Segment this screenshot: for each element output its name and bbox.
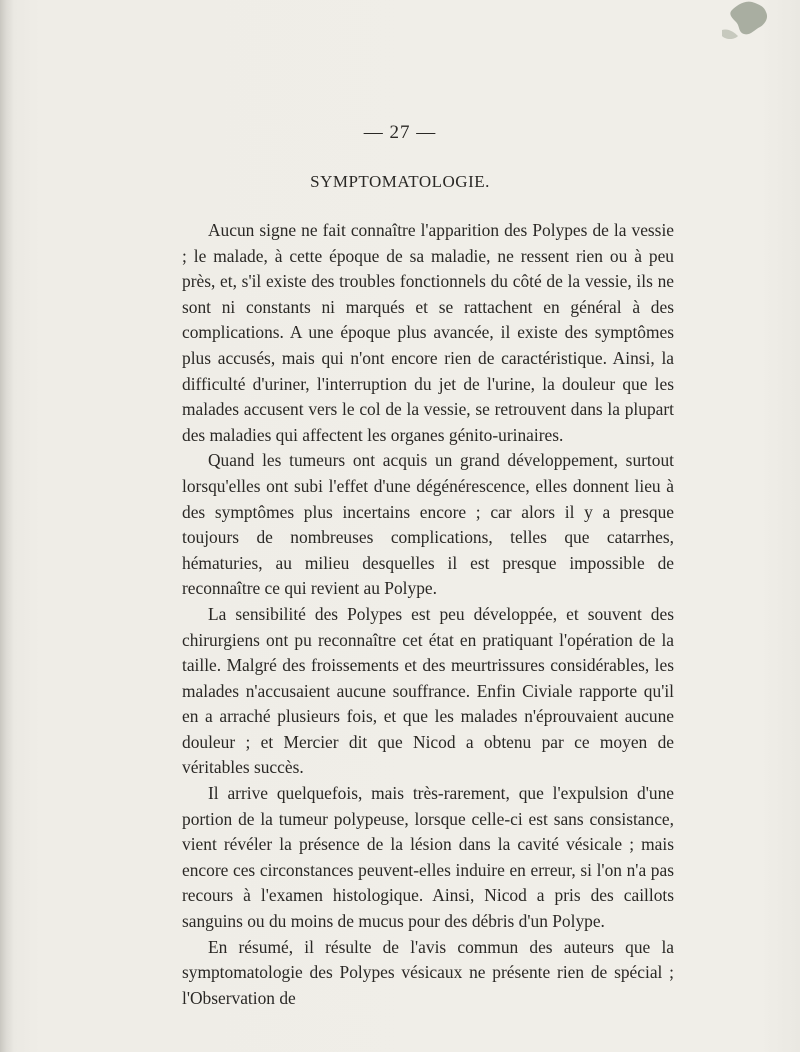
paragraph: Il arrive quelquefois, mais très-rarement, que l'expulsion d'une portion de la tumeur polypeuse, lorsque celle-ci est sans consistance, vient révéler la présence de la lésion dans la cavité vésicale ; mais encore ces circonstances peuvent-elles induire en erreur, si l'on n'a pas recours à l'examen histologique. Ainsi, Nicod a pris des caillots sanguins ou du moins de mucus pour des débris d'un Polype. [182, 783, 674, 932]
paragraph: Aucun signe ne fait connaître l'apparition des Polypes de la vessie ; le malade, à cette époque de sa maladie, ne ressent rien ou à peu près, et, s'il existe des troubles fonctionnels du côté de la vessie, ils ne sont ni constants ni marqués et se rattachent en général à des complications. A une époque plus avancée, il existe des symptômes plus accusés, mais qui n'ont encore rien de caractéristique. Ainsi, la difficulté d'uriner, l'interruption du jet de l'urine, la douleur que les malades accusent vers le col de la vessie, se retrouvent dans la plupart des maladies qui affectent les organes génito-urinaires. [182, 220, 674, 445]
paragraph: Quand les tumeurs ont acquis un grand développement, surtout lorsqu'elles ont subi l'effet d'une dégénérescence, elles donnent lieu à des symptômes plus incertains encore ; car alors il y a presque toujours de nombreuses complications, telles que catarrhes, hématuries, au milieu desquelles il est presque impossible de reconnaître ce qui revient au Polype. [182, 450, 674, 599]
paragraph: En résumé, il résulte de l'avis commun des auteurs que la symptomatologie des Polypes vésicaux ne présente rien de spécial ; l'Observation de [182, 936, 674, 1008]
section-title: SYMPTOMATOLOGIE. [310, 172, 490, 191]
paragraph: La sensibilité des Polypes est peu développée, et souvent des chirurgiens ont pu reconnaître cet état en pratiquant l'opération de la taille. Malgré des froissements et des meurtrissures considérables, les malades n'accusaient aucune souffrance. Enfin Civiale rapporte qu'il en a arraché plusieurs fois, et que les malades n'éprouvaient aucune douleur ; et Mercier dit que Nicod a obtenu par ce moyen de véritables succès. [182, 603, 674, 778]
body-text [182, 218, 674, 1011]
page-number: — 27 — [363, 122, 437, 143]
ink-stain-mark [714, 0, 772, 46]
